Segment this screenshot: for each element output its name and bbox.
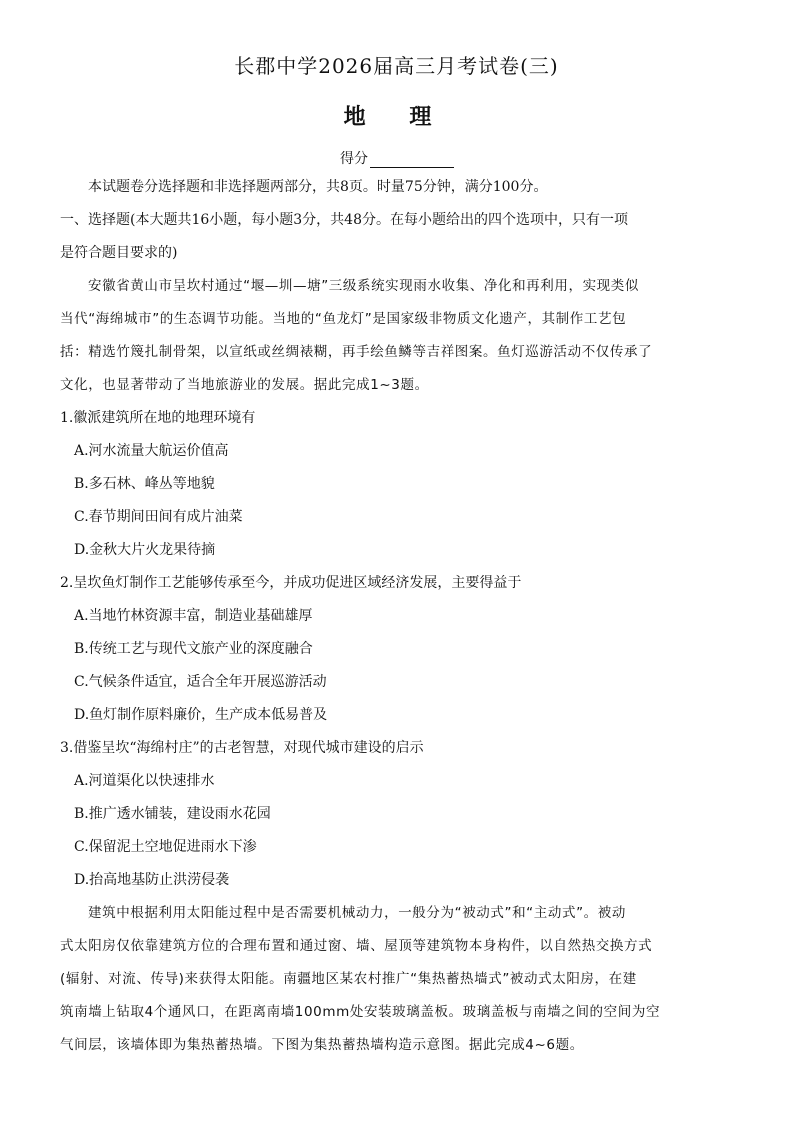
section-heading-line2: 是符合题目要求的) <box>60 245 178 261</box>
question-3 <box>60 732 740 897</box>
intro-text: 本试题卷分选择题和非选择题两部分，共8页。时量75分钟，满分100分。 <box>88 179 548 195</box>
passage-line: 文化，也显著带动了当地旅游业的发展。据此完成1~3题。 <box>60 377 429 393</box>
option-d[interactable]: D.抬高地基防止洪涝侵袭 <box>74 872 230 888</box>
question-stem: 3.借鉴呈坎“海绵村庄”的古老智慧，对现代城市建设的启示 <box>60 740 424 756</box>
option-b[interactable]: B.传统工艺与现代文旅产业的深度融合 <box>74 641 313 657</box>
passage-line: 式太阳房仅依靠建筑方位的合理布置和通过窗、墙、屋顶等建筑物本身构件，以自然热交换方式 <box>60 938 653 954</box>
passage-1 <box>60 270 740 402</box>
section-heading-line1: 一、选择题(本大题共16小题，每小题3分，共48分。在每小题给出的四个选项中，只有一项 <box>60 212 628 228</box>
passage-line: 安徽省黄山市呈坎村通过“堰—圳—塘”三级系统实现雨水收集、净化和再利用，实现类似 <box>88 278 639 294</box>
option-d[interactable]: D.金秋大片火龙果待摘 <box>74 542 216 558</box>
subject-title: 地 理 <box>343 104 450 130</box>
passage-2 <box>60 897 740 1062</box>
exam-title: 长郡中学2026届高三月考试卷(三) <box>234 54 559 78</box>
passage-line: 气间层，该墙体即为集热蓄热墙。下图为集热蓄热墙构造示意图。据此完成4~6题。 <box>60 1037 584 1053</box>
option-d[interactable]: D.鱼灯制作原料廉价，生产成本低易普及 <box>74 707 328 723</box>
option-c[interactable]: C.气候条件适宜，适合全年开展巡游活动 <box>74 674 327 690</box>
question-1 <box>60 402 740 567</box>
option-a[interactable]: A.河道渠化以快速排水 <box>74 773 215 789</box>
option-a[interactable]: A.河水流量大航运价值高 <box>74 443 229 459</box>
score-field <box>340 148 454 168</box>
passage-line: 括：精选竹篾扎制骨架，以宣纸或丝绸裱糊，再手绘鱼鳞等吉祥图案。鱼灯巡游活动不仅传承了 <box>60 344 653 360</box>
passage-line: 建筑中根据利用太阳能过程中是否需要机械动力，一般分为“被动式”和“主动式”。被动 <box>88 905 626 921</box>
option-c[interactable]: C.春节期间田间有成片油菜 <box>74 509 243 525</box>
option-a[interactable]: A.当地竹林资源丰富，制造业基础雄厚 <box>74 608 313 624</box>
score-blank[interactable] <box>370 153 454 168</box>
passage-line: 当代“海绵城市”的生态调节功能。当地的“鱼龙灯”是国家级非物质文化遗产，其制作工艺包 <box>60 311 627 327</box>
passage-line: 筑南墙上钻取4个通风口，在距离南墙100mm处安装玻璃盖板。玻璃盖板与南墙之间的空间为空 <box>60 1004 661 1020</box>
question-stem: 2.呈坎鱼灯制作工艺能够传承至今，并成功促进区域经济发展，主要得益于 <box>60 575 522 591</box>
option-b[interactable]: B.推广透水铺装，建设雨水花园 <box>74 806 271 822</box>
passage-line: (辐射、对流、传导)来获得太阳能。南疆地区某农村推广“集热蓄热墙式”被动式太阳房，在建 <box>60 971 637 987</box>
option-b[interactable]: B.多石林、峰丛等地貌 <box>74 476 215 492</box>
question-stem: 1.徽派建筑所在地的地理环境有 <box>60 410 256 426</box>
option-c[interactable]: C.保留泥土空地促进雨水下渗 <box>74 839 257 855</box>
exam-body <box>60 171 740 1062</box>
question-2 <box>60 567 740 732</box>
score-label: 得分 <box>340 151 368 167</box>
